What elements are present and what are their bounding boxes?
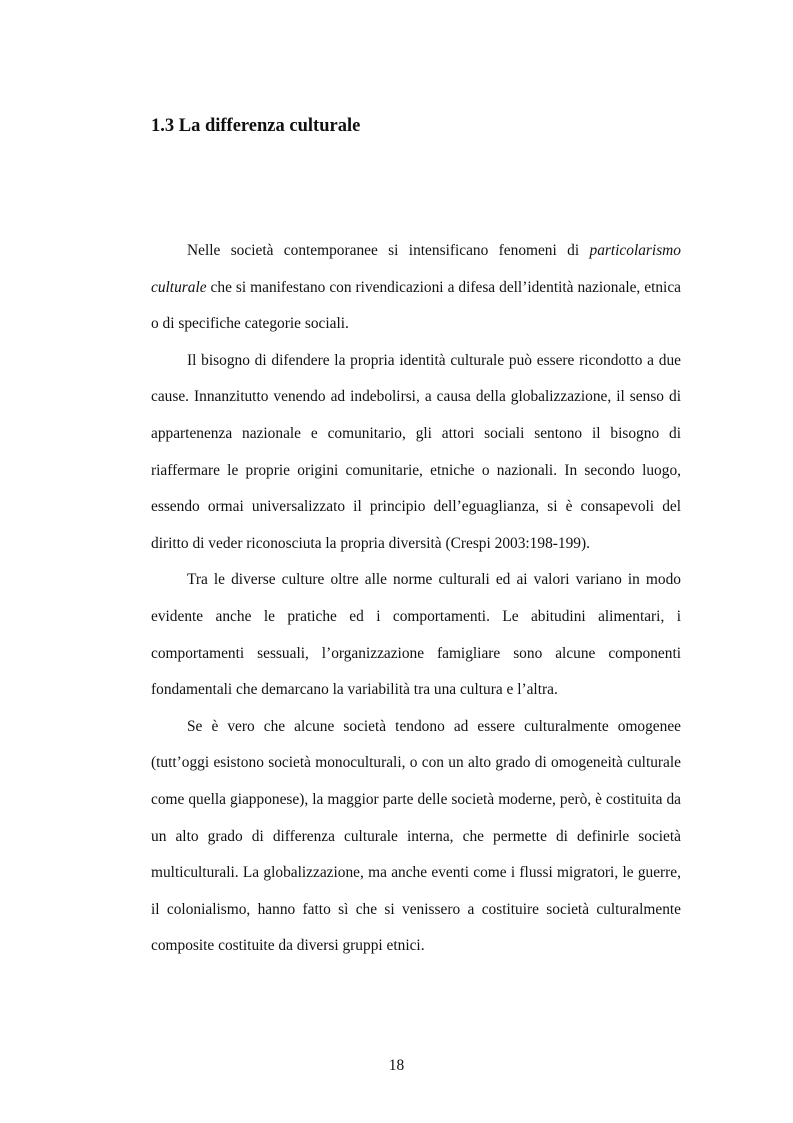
body-text <box>151 233 681 965</box>
section-heading: 1.3 La differenza culturale <box>151 116 361 136</box>
paragraph <box>151 562 681 708</box>
text-segment: che si manifestano con rivendicazioni a difesa dell’identità nazionale, etnica o di specifiche categorie sociali. <box>151 278 681 333</box>
text-segment: Se è vero che alcune società tendono ad essere culturalmente omogenee (tutt’oggi esistono società monoculturali, o con un alto grado di omogeneità culturale come quella giapponese), la maggior parte delle società moderne, però, è costituita da un alto grado di differenza culturale interna, che permette di definirle società multiculturali. La globalizzazione, ma anche eventi come i flussi migratori, le guerre, il colonialismo, hanno fatto sì che si venissero a costituire società culturalmente composite costituite da diversi gruppi etnici. <box>151 717 681 955</box>
text-segment: Nelle società contemporanee si intensificano fenomeni di <box>187 242 590 259</box>
text-segment: Tra le diverse culture oltre alle norme culturali ed ai valori variano in modo evidente anche le pratiche ed i comportamenti. Le abitudini alimentari, i comportamenti sessuali, l’organizzazione famigliare sono alcune componenti fondamentali che demarcano la variabilità tra una cultura e l’altra. <box>151 571 681 699</box>
paragraph <box>151 343 681 563</box>
page-number: 18 <box>388 1057 405 1074</box>
paragraph <box>151 233 681 343</box>
text-segment: Il bisogno di difendere la propria identità culturale può essere ricondotto a due cause. Innanzitutto venendo ad indebolirsi, a causa della globalizzazione, il senso di appartenenza nazionale e comunitario, gli attori sociali sentono il bisogno di riaffermare le proprie origini comunitarie, etniche o nazionali. In secondo luogo, essendo ormai universalizzato il principio dell’eguaglianza, si è consapevoli del diritto di veder riconosciuta la propria diversità (Crespi 2003:198-199). <box>151 351 681 552</box>
paragraph <box>151 709 681 965</box>
italic-term: particolarismo culturale <box>151 242 681 296</box>
